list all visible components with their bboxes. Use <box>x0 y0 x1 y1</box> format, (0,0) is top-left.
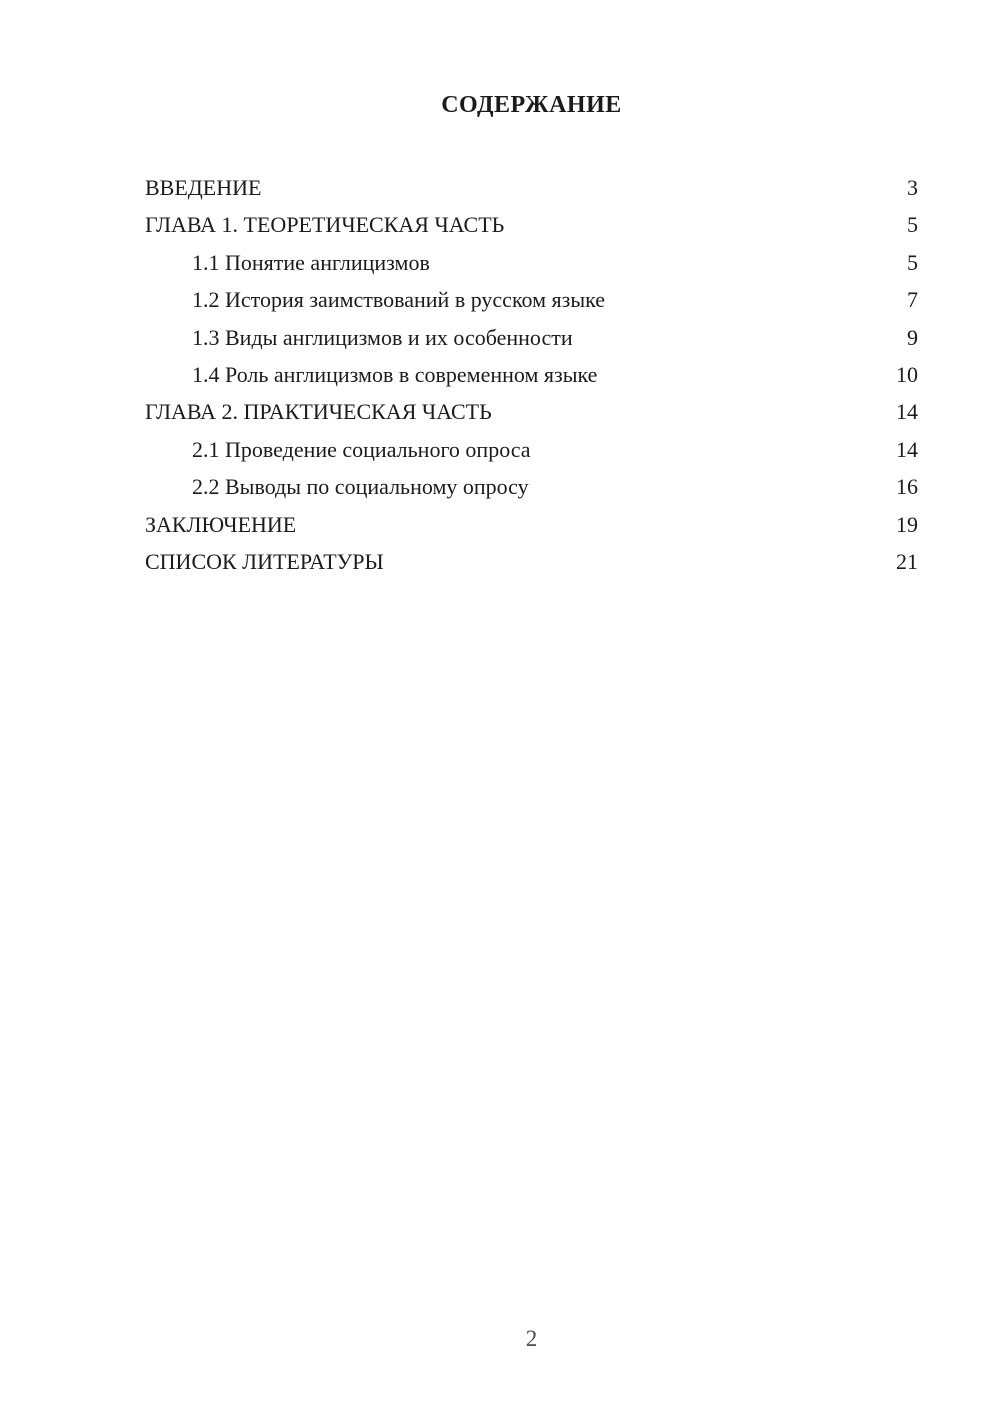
toc-entry <box>145 206 918 243</box>
toc-entry-page: 5 <box>907 249 918 275</box>
toc-entry-page: 7 <box>907 287 918 313</box>
toc-entry-label: 1.2 История заимствований в русском языке <box>192 287 606 313</box>
toc-entry <box>145 543 918 580</box>
toc-entry <box>145 506 918 543</box>
toc-list <box>145 169 918 580</box>
toc-entry-label: СПИСОК ЛИТЕРАТУРЫ <box>145 549 384 575</box>
toc-entry <box>145 281 918 318</box>
toc-entry <box>145 431 918 468</box>
toc-entry <box>145 393 918 430</box>
toc-entry-page: 19 <box>896 511 918 537</box>
toc-entry-label: 1.1 Понятие англицизмов <box>192 249 430 275</box>
toc-entry <box>145 319 918 356</box>
toc-entry-page: 14 <box>896 399 918 425</box>
toc-entry-label: ГЛАВА 1. ТЕОРЕТИЧЕСКАЯ ЧАСТЬ <box>145 212 505 238</box>
toc-entry-label: 2.1 Проведение социального опроса <box>192 436 531 462</box>
toc-entry-page: 16 <box>896 474 918 500</box>
toc-entry-page: 3 <box>907 175 918 200</box>
toc-entry-label: 1.4 Роль англицизмов в современном языке <box>192 362 598 388</box>
toc-entry-label: ВВЕДЕНИЕ <box>145 175 262 200</box>
toc-entry <box>145 169 918 206</box>
toc-entry-label: 1.3 Виды англицизмов и их особенности <box>192 324 573 350</box>
toc-entry-label: ГЛАВА 2. ПРАКТИЧЕСКАЯ ЧАСТЬ <box>145 399 492 425</box>
toc-entry-page: 5 <box>907 212 918 238</box>
toc-entry-page: 21 <box>896 549 918 575</box>
footer-page-number: 2 <box>525 1326 538 1351</box>
toc-entry <box>145 356 918 393</box>
toc-entry-label: 2.2 Выводы по социальному опросу <box>192 474 529 500</box>
page-title: СОДЕРЖАНИЕ <box>441 92 622 118</box>
toc-entry-page: 14 <box>896 436 918 462</box>
toc-entry-page: 9 <box>907 324 918 350</box>
toc-entry-page: 10 <box>896 362 918 388</box>
toc-entry <box>145 244 918 281</box>
toc-entry-label: ЗАКЛЮЧЕНИЕ <box>145 511 297 537</box>
toc-entry <box>145 468 918 505</box>
